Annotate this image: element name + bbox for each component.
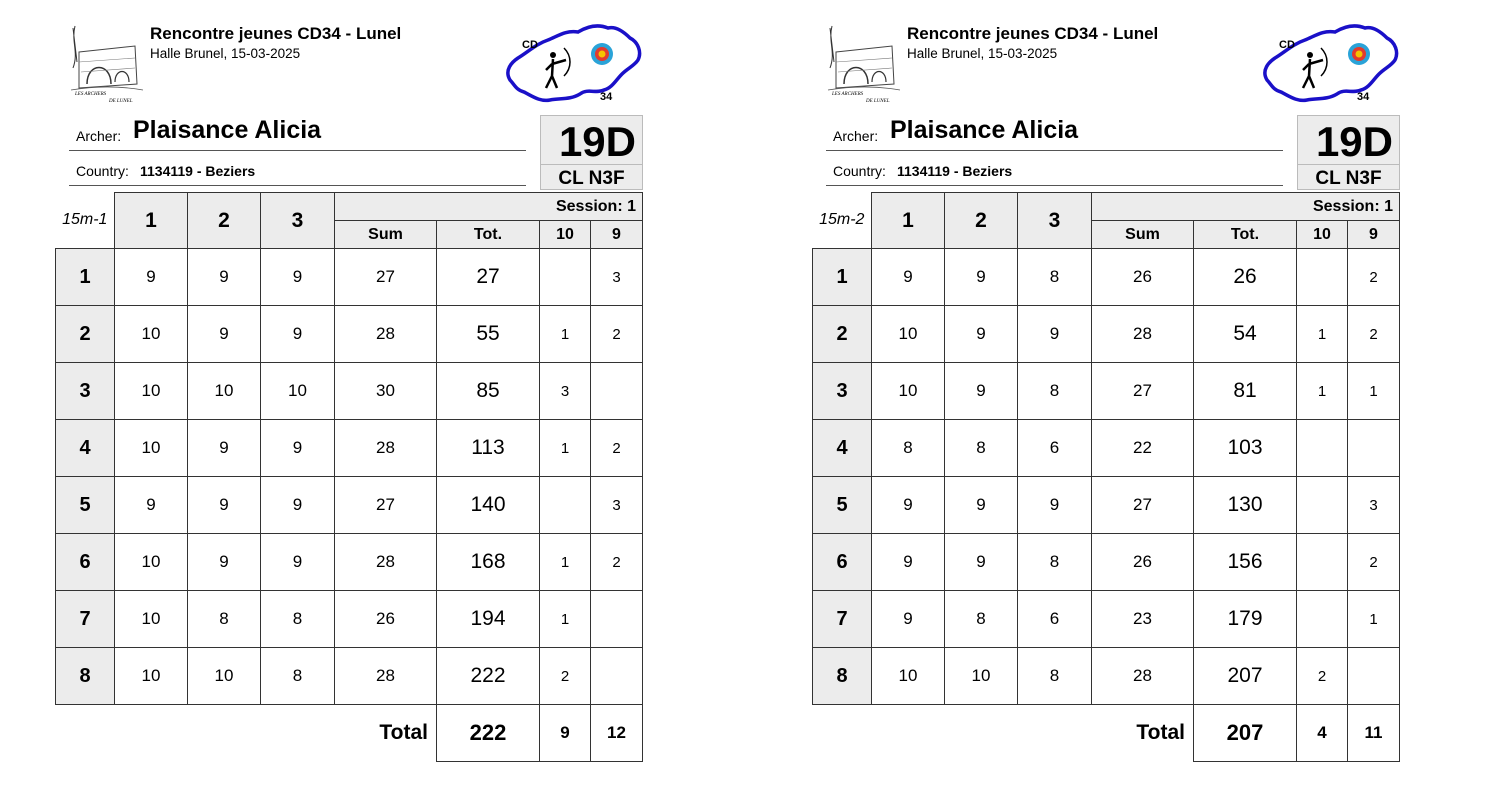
cd-text: CD (1279, 39, 1295, 51)
end-number: 2 (56, 306, 115, 363)
scoresheet-right (812, 0, 1402, 800)
tot-header: Tot. (1194, 221, 1297, 249)
country-value: 1134119 - Beziers (140, 163, 256, 179)
end-row (56, 306, 643, 363)
end-row (56, 591, 643, 648)
tens-count (540, 249, 591, 306)
arrow-2-score: 9 (945, 306, 1018, 363)
archer-label: Archer: (76, 128, 122, 144)
nines-count: 2 (591, 534, 643, 591)
total-nines: 12 (591, 705, 643, 762)
end-sum: 26 (1092, 249, 1194, 306)
score-table (55, 192, 643, 762)
arrow-2-score: 8 (945, 591, 1018, 648)
nines-count: 2 (1348, 306, 1400, 363)
archer-underline (69, 150, 526, 151)
arrow-1-score: 10 (872, 306, 945, 363)
arrow-2-score: 9 (945, 534, 1018, 591)
end-row (813, 249, 1400, 306)
end-number: 4 (813, 420, 872, 477)
arrow-1-score: 9 (872, 477, 945, 534)
session-label: Session: 1 (1092, 193, 1400, 221)
end-row (813, 420, 1400, 477)
nines-count (591, 648, 643, 705)
arrow-1-score: 9 (872, 249, 945, 306)
running-total: 85 (437, 363, 540, 420)
nines-count: 2 (1348, 534, 1400, 591)
country-underline (826, 185, 1283, 186)
distance-label: 15m-1 (56, 193, 115, 249)
arrow-3-score: 9 (261, 534, 335, 591)
arrow-2-score: 9 (188, 420, 261, 477)
blank-cell (945, 705, 1018, 762)
end-number: 1 (56, 249, 115, 306)
blank-cell (115, 705, 188, 762)
end-sum: 28 (1092, 306, 1194, 363)
running-total: 140 (437, 477, 540, 534)
num-text: 34 (600, 91, 613, 103)
end-row (813, 363, 1400, 420)
arrow-1-score: 9 (872, 534, 945, 591)
end-sum: 27 (335, 249, 437, 306)
arrow-2-score: 9 (188, 534, 261, 591)
arrow-3-score: 6 (1018, 591, 1092, 648)
arrow-header-2: 2 (188, 193, 261, 249)
end-number: 5 (56, 477, 115, 534)
end-number: 5 (813, 477, 872, 534)
end-sum: 30 (335, 363, 437, 420)
club-logo-icon (65, 22, 145, 104)
nines-count: 3 (591, 477, 643, 534)
grand-total: 222 (437, 705, 540, 762)
nines-count (1348, 648, 1400, 705)
end-number: 2 (813, 306, 872, 363)
tens-count (1297, 249, 1348, 306)
end-row (813, 477, 1400, 534)
cd34-logo-icon (1257, 22, 1402, 106)
archer-figure-icon (1303, 48, 1327, 88)
event-title: Rencontre jeunes CD34 - Lunel (150, 24, 402, 43)
arrow-3-score: 8 (261, 591, 335, 648)
cd34-outline (1265, 26, 1397, 100)
arrow-3-score: 8 (1018, 363, 1092, 420)
archer-underline (826, 150, 1283, 151)
end-row (813, 648, 1400, 705)
country-underline (69, 185, 526, 186)
archer-figure-icon (546, 48, 570, 88)
arrow-1-score: 10 (115, 306, 188, 363)
archer-name: Plaisance Alicia (890, 116, 1079, 144)
end-row (56, 363, 643, 420)
arrow-1-score: 10 (115, 363, 188, 420)
grand-total: 207 (1194, 705, 1297, 762)
tens-header: 10 (1297, 221, 1348, 249)
arrow-2-score: 9 (945, 249, 1018, 306)
end-row (56, 420, 643, 477)
end-sum: 28 (335, 420, 437, 477)
tens-count (1297, 420, 1348, 477)
arrow-3-score: 9 (1018, 477, 1092, 534)
arrow-1-score: 10 (115, 591, 188, 648)
blank-cell (56, 705, 115, 762)
total-label: Total (379, 721, 428, 745)
arrow-3-score: 6 (1018, 420, 1092, 477)
nines-count: 3 (1348, 477, 1400, 534)
arrow-1-score: 8 (872, 420, 945, 477)
end-number: 8 (813, 648, 872, 705)
nines-count (591, 591, 643, 648)
target-number: 19D (1315, 118, 1393, 165)
blank-cell (813, 705, 872, 762)
arrow-1-score: 10 (115, 648, 188, 705)
country-label: Country: (833, 163, 886, 179)
total-label: Total (1136, 721, 1185, 745)
score-table (812, 192, 1400, 762)
arrow-header-3: 3 (1018, 193, 1092, 249)
running-total: 103 (1194, 420, 1297, 477)
arrow-header-3: 3 (261, 193, 335, 249)
nines-count: 2 (591, 306, 643, 363)
running-total: 54 (1194, 306, 1297, 363)
end-number: 7 (813, 591, 872, 648)
event-title: Rencontre jeunes CD34 - Lunel (907, 24, 1159, 43)
sum-header: Sum (1092, 221, 1194, 249)
running-total: 168 (437, 534, 540, 591)
running-total: 222 (437, 648, 540, 705)
running-total: 113 (437, 420, 540, 477)
sum-header: Sum (335, 221, 437, 249)
tens-count: 1 (1297, 306, 1348, 363)
arrow-3-score: 9 (261, 249, 335, 306)
arrow-2-score: 8 (188, 591, 261, 648)
arrow-1-score: 9 (872, 591, 945, 648)
arrow-2-score: 10 (188, 648, 261, 705)
scoresheet-left (55, 0, 645, 800)
running-total: 179 (1194, 591, 1297, 648)
total-nines: 11 (1348, 705, 1400, 762)
club-logo-line1: LES ARCHERS (75, 92, 107, 97)
end-row (56, 249, 643, 306)
tens-header: 10 (540, 221, 591, 249)
club-logo-line2: DE LUNEL (866, 99, 890, 104)
arrow-2-score: 8 (945, 420, 1018, 477)
club-logo-line2: DE LUNEL (109, 99, 133, 104)
arrow-3-score: 8 (1018, 249, 1092, 306)
arrow-3-score: 8 (1018, 534, 1092, 591)
arrow-3-score: 9 (261, 477, 335, 534)
cd34-outline (508, 26, 640, 100)
target-box (540, 115, 643, 190)
tens-count (1297, 591, 1348, 648)
arrow-3-score: 8 (1018, 648, 1092, 705)
end-row (56, 477, 643, 534)
end-number: 6 (56, 534, 115, 591)
end-sum: 28 (335, 648, 437, 705)
running-total: 55 (437, 306, 540, 363)
club-logo-line1: LES ARCHERS (832, 92, 864, 97)
club-logo-icon (822, 22, 902, 104)
running-total: 194 (437, 591, 540, 648)
arrow-3-score: 9 (261, 420, 335, 477)
tens-count: 1 (1297, 363, 1348, 420)
target-ring-inner (599, 51, 606, 58)
blank-cell (188, 705, 261, 762)
ends-body (813, 249, 1400, 705)
arrow-3-score: 10 (261, 363, 335, 420)
tens-count (1297, 477, 1348, 534)
running-total: 130 (1194, 477, 1297, 534)
nines-header: 9 (1348, 221, 1400, 249)
tens-count (540, 477, 591, 534)
nines-count: 3 (591, 249, 643, 306)
archer-name: Plaisance Alicia (133, 116, 322, 144)
arrow-2-score: 10 (188, 363, 261, 420)
end-number: 8 (56, 648, 115, 705)
end-sum: 27 (335, 477, 437, 534)
end-number: 3 (56, 363, 115, 420)
arrow-1-score: 9 (115, 477, 188, 534)
tens-count: 1 (540, 420, 591, 477)
end-row (56, 648, 643, 705)
tens-count: 1 (540, 591, 591, 648)
end-sum: 23 (1092, 591, 1194, 648)
arrow-header-1: 1 (872, 193, 945, 249)
event-subtitle: Halle Brunel, 15-03-2025 (150, 46, 301, 61)
end-sum: 28 (1092, 648, 1194, 705)
tens-count: 2 (1297, 648, 1348, 705)
target-ring-inner (1356, 51, 1363, 58)
arrow-1-score: 10 (872, 363, 945, 420)
end-row (813, 534, 1400, 591)
running-total: 156 (1194, 534, 1297, 591)
end-number: 7 (56, 591, 115, 648)
arrow-header-2: 2 (945, 193, 1018, 249)
arrow-2-score: 9 (945, 477, 1018, 534)
session-label: Session: 1 (335, 193, 643, 221)
nines-count (1348, 420, 1400, 477)
running-total: 81 (1194, 363, 1297, 420)
running-total: 207 (1194, 648, 1297, 705)
arrow-1-score: 10 (115, 420, 188, 477)
end-number: 3 (813, 363, 872, 420)
distance-label: 15m-2 (813, 193, 872, 249)
category: CL N3F (558, 168, 625, 189)
end-sum: 26 (335, 591, 437, 648)
total-tens: 4 (1297, 705, 1348, 762)
end-number: 4 (56, 420, 115, 477)
nines-count: 2 (1348, 249, 1400, 306)
nines-count: 2 (591, 420, 643, 477)
nines-header: 9 (591, 221, 643, 249)
tens-count: 2 (540, 648, 591, 705)
target-divider (1298, 164, 1399, 165)
end-sum: 27 (1092, 363, 1194, 420)
target-box (1297, 115, 1400, 190)
cd34-logo-icon (500, 22, 645, 106)
arrow-2-score: 9 (188, 249, 261, 306)
arrow-2-score: 10 (945, 648, 1018, 705)
country-label: Country: (76, 163, 129, 179)
cd-text: CD (522, 39, 538, 51)
end-sum: 28 (335, 534, 437, 591)
tot-header: Tot. (437, 221, 540, 249)
arrow-1-score: 10 (115, 534, 188, 591)
target-number: 19D (558, 118, 636, 165)
arrow-2-score: 9 (188, 477, 261, 534)
arrow-3-score: 9 (1018, 306, 1092, 363)
event-subtitle: Halle Brunel, 15-03-2025 (907, 46, 1058, 61)
nines-count (591, 363, 643, 420)
tens-count: 3 (540, 363, 591, 420)
arrow-3-score: 9 (261, 306, 335, 363)
running-total: 27 (437, 249, 540, 306)
end-row (813, 306, 1400, 363)
end-number: 1 (813, 249, 872, 306)
tens-count: 1 (540, 306, 591, 363)
end-sum: 27 (1092, 477, 1194, 534)
end-row (813, 591, 1400, 648)
total-tens: 9 (540, 705, 591, 762)
arrow-2-score: 9 (945, 363, 1018, 420)
nines-count: 1 (1348, 363, 1400, 420)
arrow-header-1: 1 (115, 193, 188, 249)
running-total: 26 (1194, 249, 1297, 306)
nines-count: 1 (1348, 591, 1400, 648)
tens-count (1297, 534, 1348, 591)
target-divider (541, 164, 642, 165)
arrow-1-score: 10 (872, 648, 945, 705)
end-sum: 28 (335, 306, 437, 363)
end-sum: 26 (1092, 534, 1194, 591)
country-value: 1134119 - Beziers (897, 163, 1013, 179)
blank-cell (872, 705, 945, 762)
num-text: 34 (1357, 91, 1370, 103)
category: CL N3F (1315, 168, 1382, 189)
ends-body (56, 249, 643, 705)
end-sum: 22 (1092, 420, 1194, 477)
end-number: 6 (813, 534, 872, 591)
end-row (56, 534, 643, 591)
archer-label: Archer: (833, 128, 879, 144)
arrow-1-score: 9 (115, 249, 188, 306)
arrow-3-score: 8 (261, 648, 335, 705)
tens-count: 1 (540, 534, 591, 591)
arrow-2-score: 9 (188, 306, 261, 363)
